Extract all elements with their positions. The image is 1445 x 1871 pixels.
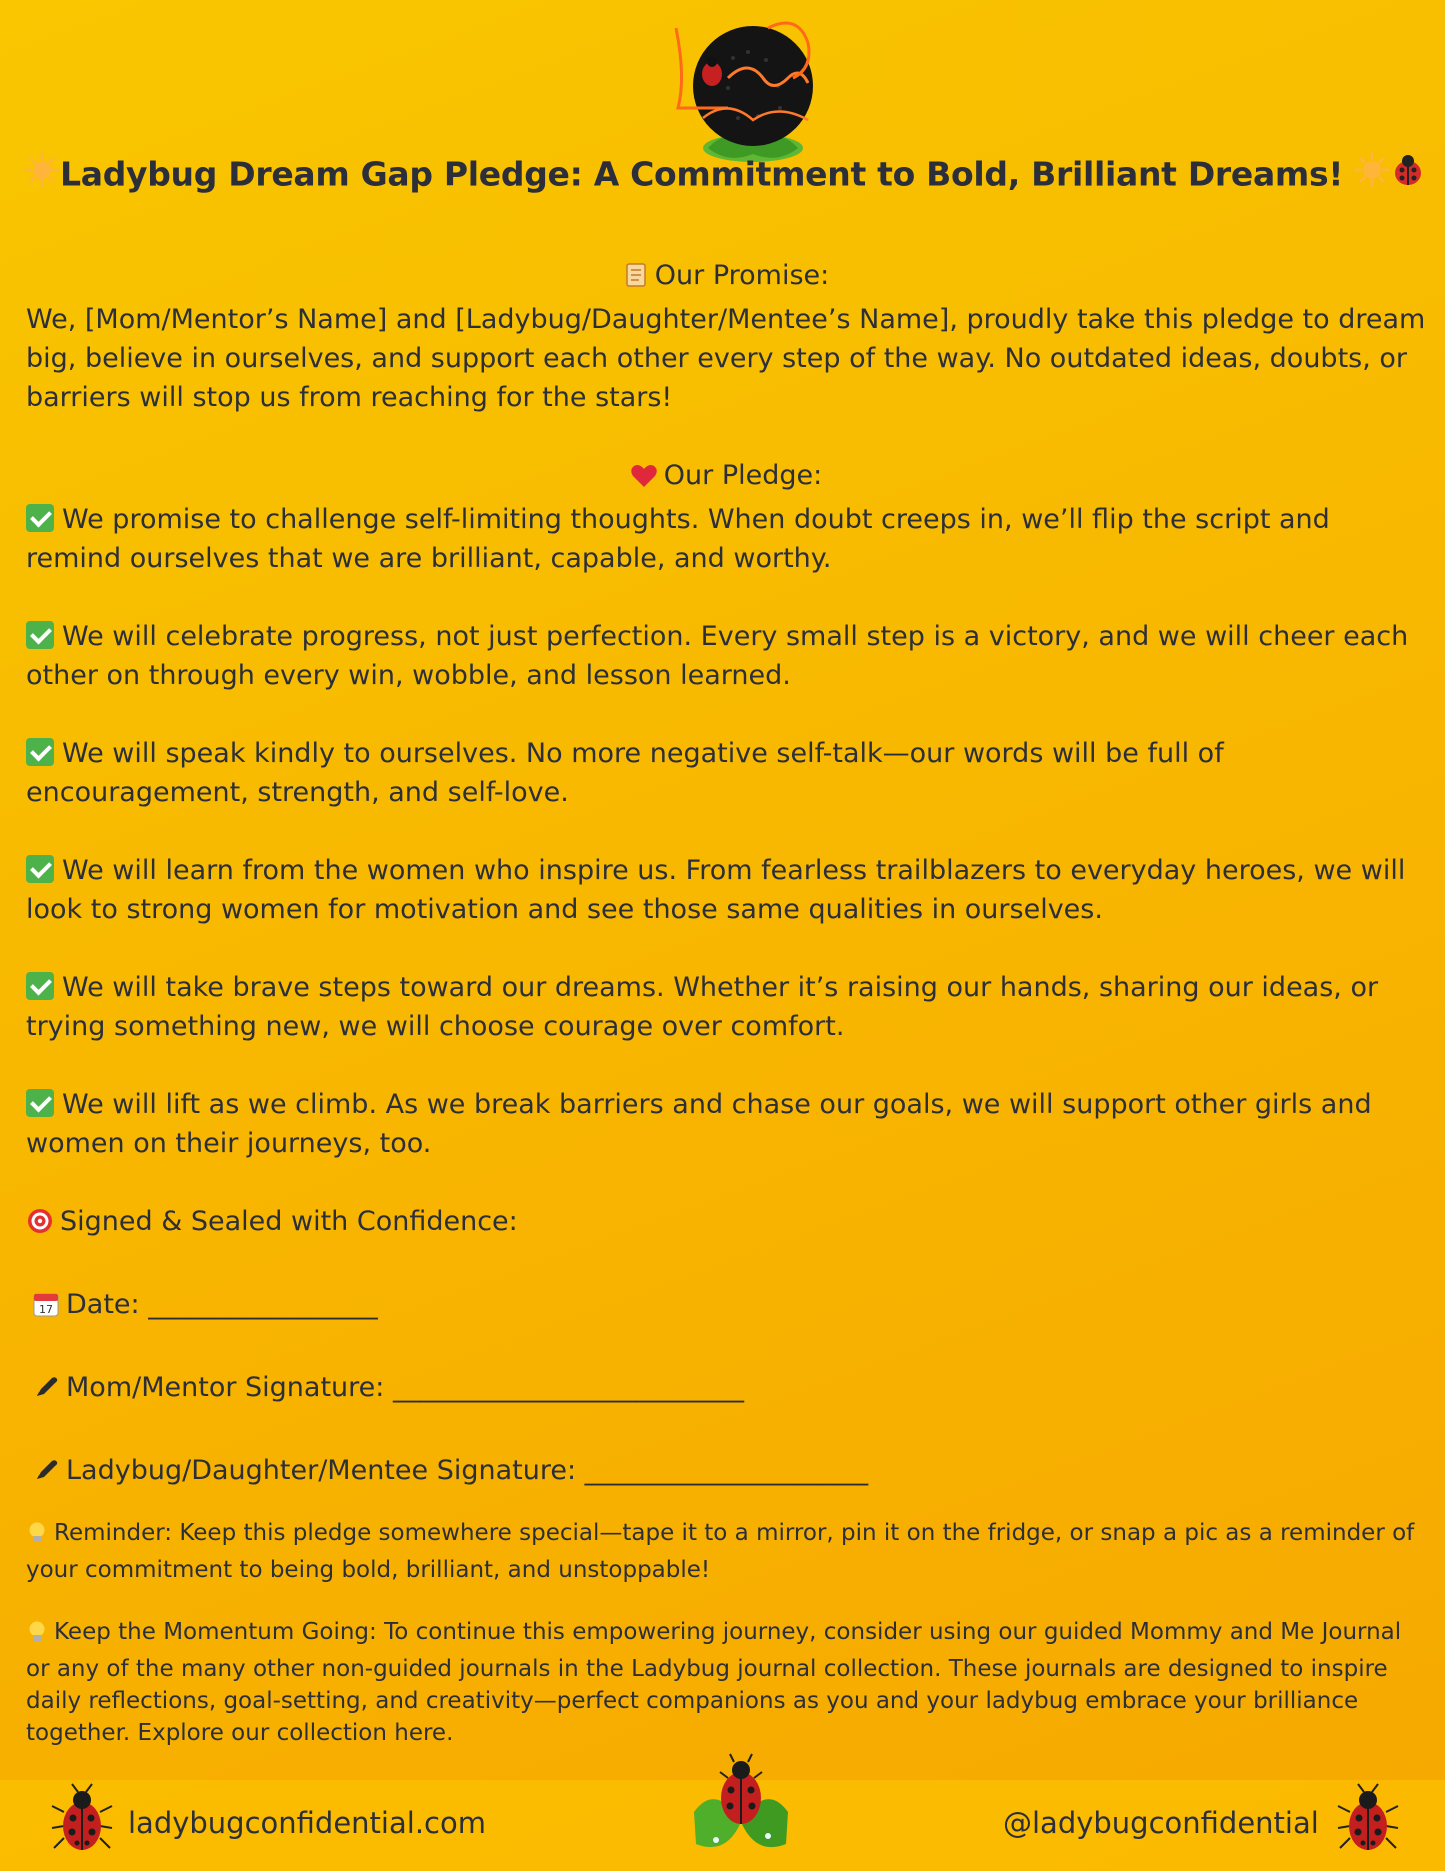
pledge-item: We will take brave steps toward our dreams. Whether it’s raising our hands, sharing our ideas, or trying something new, we will choose courage over comfort. [26,972,1379,1042]
ladybug-icon [1336,1782,1400,1860]
heart-icon [630,461,658,500]
sun-icon [24,152,60,196]
promise-heading: Our Promise: [26,256,1426,300]
check-icon [26,738,54,766]
pledge-body [26,256,1426,1749]
check-icon [26,972,54,1000]
mom-signature-line[interactable]: Mom/Mentor Signature: __________________________ [32,1368,1426,1412]
pledge-item: We will learn from the women who inspire us. From fearless trailblazers to everyday heroes, we will look to strong women for motivation and see those same qualities in ourselves. [26,855,1406,925]
page-title [24,152,1424,196]
check-icon [26,504,54,532]
ladybug-icon [50,1782,114,1860]
brand-logo [668,8,838,168]
lightbulb-icon [26,1521,48,1554]
pledge-item: We will lift as we climb. As we break barriers and chase our goals, we will support other girls and women on their journeys, too. [26,1089,1372,1159]
pledge-item: We promise to challenge self-limiting thoughts. When doubt creeps in, we’ll flip the script and remind ourselves that we are brilliant, capable, and worthy. [26,504,1330,574]
pledge-heading: Our Pledge: [26,456,1426,500]
calendar-icon [32,1290,60,1329]
pen-icon [32,1456,60,1495]
social-handle[interactable]: @ladybugconfidential [1003,1806,1319,1840]
check-icon [26,621,54,649]
pledge-item: We will celebrate progress, not just perfection. Every small step is a victory, and we will cheer each other on through every win, wobble, and lesson learned. [26,621,1409,691]
check-icon [26,1089,54,1117]
momentum-note: Keep the Momentum Going: To continue this empowering journey, consider using our guided Mommy and Me Journal or any of the many other non-guided journals in the Ladybug journal collection. These journals are designed to inspire daily reflections, goal-setting, and creativity—perfect companions as you and your ladybug embrace your brilliance together. Explore our collection here. [26,1619,1402,1746]
pledge-item: We will speak kindly to ourselves. No more negative self-talk—our words will be full of encouragement, strength, and self-love. [26,738,1224,808]
target-icon [26,1207,54,1246]
scroll-icon [623,261,649,300]
title-text: Ladybug Dream Gap Pledge: A Commitment to Bold, Brilliant Dreams! [60,154,1344,194]
date-line[interactable]: 17 Date: _________________ [32,1285,1426,1329]
svg-text:17: 17 [39,1303,53,1316]
ladybug-on-leaf-icon [686,1752,796,1866]
lightbulb-icon [26,1620,48,1653]
promise-text: We, [Mom/Mentor’s Name] and [Ladybug/Daughter/Mentee’s Name], proudly take this pledge to dream big, believe in ourselves, and support each other every step of the way. No outdated ideas, doubts, or barriers will stop us from reaching for the stars! [26,304,1426,413]
ladybug-icon [1390,152,1426,196]
sun-icon [1354,152,1390,196]
check-icon [26,855,54,883]
pen-icon [32,1373,60,1412]
daughter-signature-line[interactable]: Ladybug/Daughter/Mentee Signature: _____________________ [32,1451,1426,1495]
reminder-note: Reminder: Keep this pledge somewhere special—tape it to a mirror, pin it on the fridge, or snap a pic as a reminder of your commitment to being bold, brilliant, and unstoppable! [26,1520,1415,1583]
signed-heading: Signed & Sealed with Confidence: [26,1202,1426,1246]
website-link[interactable]: ladybugconfidential.com [128,1806,486,1840]
